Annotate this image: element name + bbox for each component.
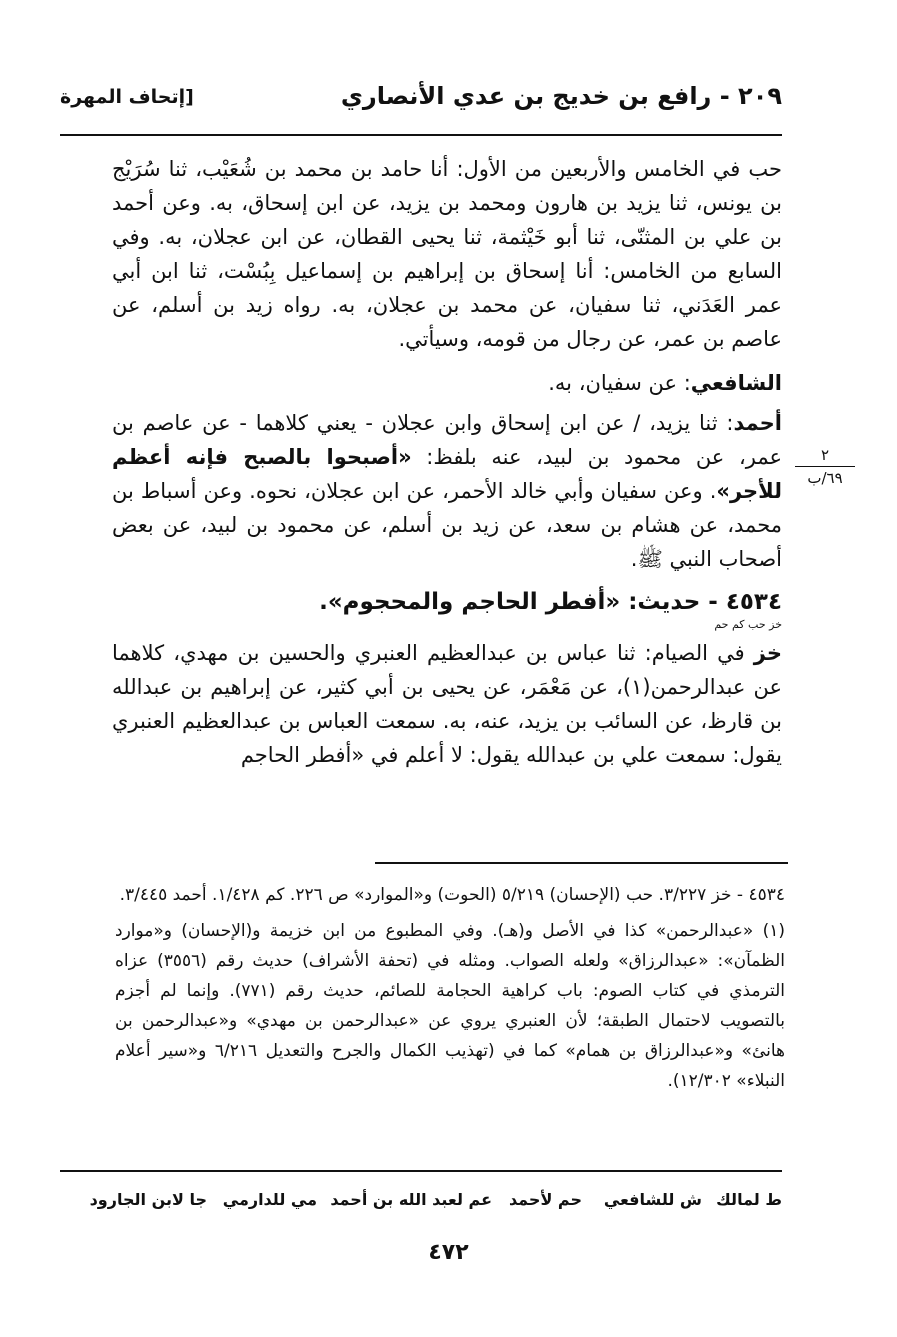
paragraph-khuzaymah-text: في الصيام: ثنا عباس بن عبدالعظيم العنبري والحسين بن مهدي، كلاهما عن عبدالرحمن(١)، عن مَعْمَر، عن يحيى بن أبي كثير، عن إبراهيم بن عبدالله بن قارظ، عن السائب بن يزيد، عنه، به. سمعت العباس بن عبدالعظيم العنبري يقول: سمعت علي بن عبدالله يقول: لا أعلم في «أفطر الحاجم bbox=[112, 641, 783, 767]
paragraph-hibban: حب في الخامس والأربعين من الأول: أنا حامد بن محمد بن شُعَيْب، ثنا سُرَيْج بن يونس، ثنا يزيد بن هارون ومحمد بن يزيد، عن ابن إسحاق، به. وعن أحمد بن علي بن المثنّى، ثنا أبو خَيْثمة، ثنا يحيى القطان، عن ابن عجلان، به. وفي السابع من الخامس: أنا إسحاق بن إبراهيم بن إسماعيل بِبُسْت، ثنا ابن أبي عمر العَدَني، ثنا سفيان، عن محمد بن عجلان، به. رواه زيد بن أسلم، عن عاصم بن عمر، عن رجال من قومه، وسيأتي. bbox=[112, 157, 782, 351]
margin-note-divider bbox=[795, 466, 855, 467]
margin-note-bottom: ٦٩/ب bbox=[807, 469, 843, 487]
abbreviations-divider bbox=[60, 1170, 782, 1172]
source-label-ahmad: أحمد bbox=[733, 411, 782, 435]
source-label-khuzaymah: خز bbox=[753, 641, 782, 665]
source-label-shafii: الشافعي bbox=[690, 371, 782, 395]
hadith-quote: «أصبحوا بالصبح فإنه أعظم للأجر» bbox=[112, 445, 782, 503]
header-divider bbox=[60, 134, 782, 136]
page-number: ٤٧٢ bbox=[428, 1240, 469, 1265]
chapter-title: ٢٠٩ - رافع بن خديج بن عدي الأنصاري bbox=[340, 82, 782, 110]
hadith-title: «أفطر الحاجم والمحجوم» bbox=[327, 589, 621, 615]
paragraph-shafii-text: : عن سفيان، به. bbox=[548, 371, 691, 395]
footnotes bbox=[115, 880, 785, 1102]
abbrev-item: جا لابن الجارود bbox=[89, 1190, 207, 1209]
running-header bbox=[60, 82, 782, 122]
abbrev-item: حم لأحمد bbox=[508, 1190, 582, 1209]
book-title: [إتحاف المهرة bbox=[60, 86, 194, 108]
paragraph-shafii bbox=[112, 366, 782, 400]
hadith-number: ٤٥٣٤ bbox=[725, 589, 782, 615]
abbrev-item: عم لعبد الله بن أحمد bbox=[330, 1190, 492, 1209]
paragraph-ahmad bbox=[112, 406, 782, 576]
footnote-sources: ٤٥٣٤ - خز ٣/٢٢٧. حب (الإحسان) ٥/٢١٩ (الحوت) و«الموارد» ص ٢٢٦. كم ١/٤٢٨. أحمد ٣/٤٤٥. bbox=[119, 885, 785, 905]
hadith-heading bbox=[112, 586, 782, 618]
hadith-label: - حديث: bbox=[620, 589, 726, 615]
source-sigla: خز حب كم حم bbox=[714, 618, 782, 631]
abbreviations-key bbox=[60, 1190, 782, 1220]
footnote-divider bbox=[375, 862, 788, 864]
abbrev-item: مي للدارمي bbox=[222, 1190, 317, 1209]
paragraph-khuzaymah bbox=[112, 636, 782, 772]
margin-note-top: ٢ bbox=[820, 446, 830, 464]
hadith-end: . bbox=[319, 589, 328, 615]
paragraph-ahmad-rest: . وعن سفيان وأبي خالد الأحمر، عن ابن عجلان، نحوه. وعن أسباط بن محمد، عن هشام بن سعد، عن زيد بن أسلم، عن محمود بن لبيد، عن بعض أصحاب النبي ﷺ. bbox=[112, 479, 782, 571]
margin-note bbox=[795, 446, 855, 487]
footnote-1: (١) «عبدالرحمن» كذا في الأصل و(هـ). وفي المطبوع من ابن خزيمة و(الإحسان) و«موارد الظمآن»: «عبدالرزاق» ولعله الصواب. ومثله في (تحفة الأشراف) حديث رقم (٣٥٥٦) عزاه الترمذي في كتاب الصوم: باب كراهية الحجامة للصائم، حديث رقم (٧٧١). وإنما لم أجزم بالتصويب لاحتمال الطبقة؛ لأن العنبري يروي عن «عبدالرحمن بن مهدي» و«عبدالرحمن بن هانئ» و«عبدالرزاق بن همام» كما في (تهذيب الكمال والجرح والتعديل ٦/٢١٦ و«سير أعلام النبلاء» ١٢/٣٠٢). bbox=[115, 921, 785, 1091]
abbrev-item: ط لمالك bbox=[716, 1190, 782, 1209]
main-text bbox=[112, 152, 782, 782]
paragraph-ahmad-text: : ثنا يزيد، / عن ابن إسحاق وابن عجلان - يعني كلاهما - عن عاصم بن عمر، عن محمود بن لبيد، عنه بلفظ: bbox=[112, 411, 782, 469]
abbrev-item: ش للشافعي bbox=[603, 1190, 702, 1209]
